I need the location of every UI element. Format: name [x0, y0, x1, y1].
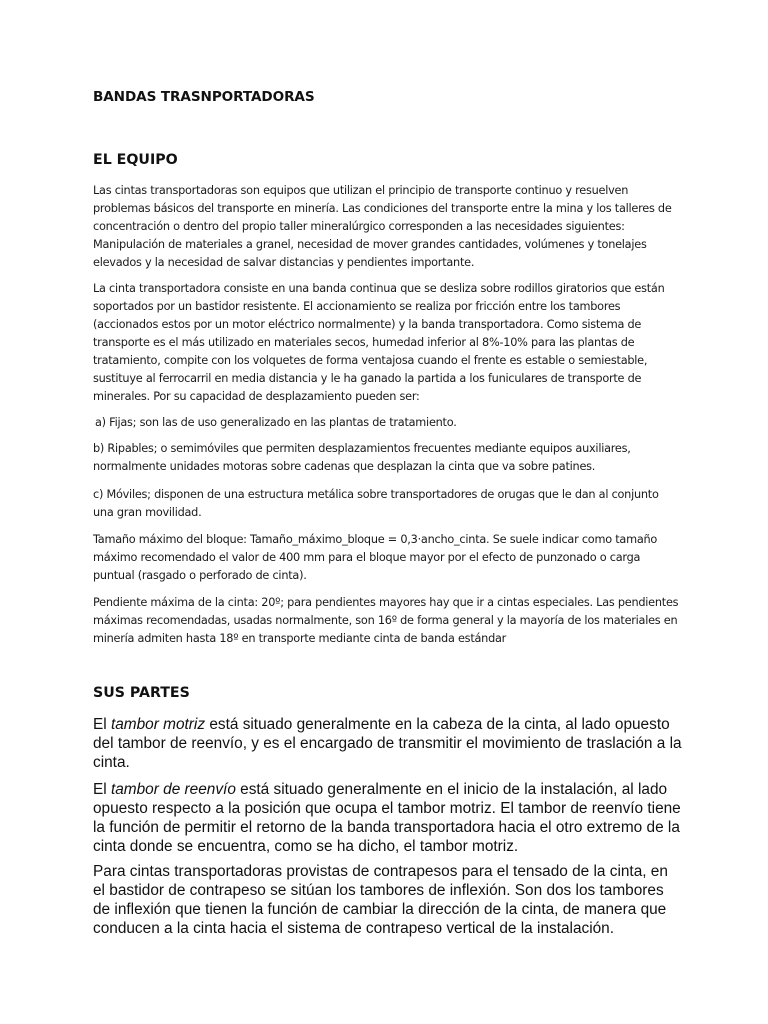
term-tambor-motriz: tambor motriz [110, 716, 206, 733]
document-title: BANDAS TRASNPORTADORAS [93, 89, 315, 105]
text-rest: está situado generalmente en el inicio de la instalación, al lado opuesto respecto a la posición que ocupa el tambor motriz. El tambor de reenvío tiene la función de permitir el retorno de la banda transportadora hacia el otro extremo de la cinta donde se encuentra, como se ha dicho, el tambor motriz. [93, 781, 681, 855]
list-item-fijas: a) Fijas; son las de uso generalizado en las plantas de tratamiento. [95, 416, 457, 429]
text-rest: está situado generalmente en la cabeza de la cinta, al lado opuesto del tambor de reenvío, y es el encargado de transmitir el movimiento de traslación a la cinta. [93, 716, 682, 771]
paragraph-cinta-description: La cinta transportadora consiste en una banda continua que se desliza sobre rodillos giratorios que están soportados por un bastidor resistente. El accionamiento se realiza por fricción entre los tambores (accionados estos por un motor eléctrico normalmente) y la banda transportadora. Como sistema de transporte es el más utilizado en materiales secos, humedad inferior al 8%-10% para las plantas de tratamiento, compite con los volquetes de forma ventajosa cuando el frente es estable o semiestable, sustituye al ferrocarril en media distancia y le ha ganado la partida a los funiculares de transporte de minerales. Por su capacidad de desplazamiento pueden ser: [93, 282, 665, 403]
paragraph-pendiente-maxima: Pendiente máxima de la cinta: 20º; para pendientes mayores hay que ir a cintas especiales. Las pendientes máximas recomendadas, usadas normalmente, son 16º de forma general y la mayoría de los materiales en minería admiten hasta 18º en transporte mediante cinta de banda estándar [93, 596, 679, 645]
text-prefix: El [93, 781, 111, 798]
paragraph-tamano-maximo: Tamaño máximo del bloque: Tamaño_máximo_bloque = 0,3·ancho_cinta. Se suele indicar como tamaño máximo recomendado el valor de 400 mm para el bloque mayor por el efecto de punzonado o carga puntual (rasgado o perforado de cinta). [93, 533, 658, 582]
list-item-moviles: c) Móviles; disponen de una estructura metálica sobre transportadores de orugas que le dan al conjunto una gran movilidad. [93, 488, 659, 519]
paragraph-tambores-inflexion: Para cintas transportadoras provistas de contrapesos para el tensado de la cinta, en el bastidor de contrapeso se sitúan los tambores de inflexión. Son dos los tambores de inflexión que tienen la función de cambiar la dirección de la cinta, de manera que conducen a la cinta hacia el sistema de contrapeso vertical de la instalación. [93, 863, 668, 937]
paragraph-tambor-reenvio [93, 780, 683, 856]
section-heading-equipo: EL EQUIPO [93, 152, 178, 168]
term-tambor-reenvio: tambor de reenvío [110, 781, 236, 798]
paragraph-tambor-motriz [93, 715, 683, 772]
paragraph-intro: Las cintas transportadoras son equipos que utilizan el principio de transporte continuo y resuelven problemas básicos del transporte en minería. Las condiciones del transporte entre la mina y los talleres de concentración o dentro del propio taller mineralúrgico corresponden a las necesidades siguientes: Manipulación de materiales a granel, necesidad de mover grandes cantidades, volúmenes y tonelajes elevados y la necesidad de salvar distancias y pendientes importante. [93, 184, 672, 269]
section-heading-partes: SUS PARTES [93, 685, 190, 701]
text-prefix: El [93, 716, 111, 733]
list-item-ripables: b) Ripables; o semimóviles que permiten desplazamientos frecuentes mediante equipos auxiliares, normalmente unidades motoras sobre cadenas que desplazan la cinta que va sobre patines. [93, 442, 631, 473]
